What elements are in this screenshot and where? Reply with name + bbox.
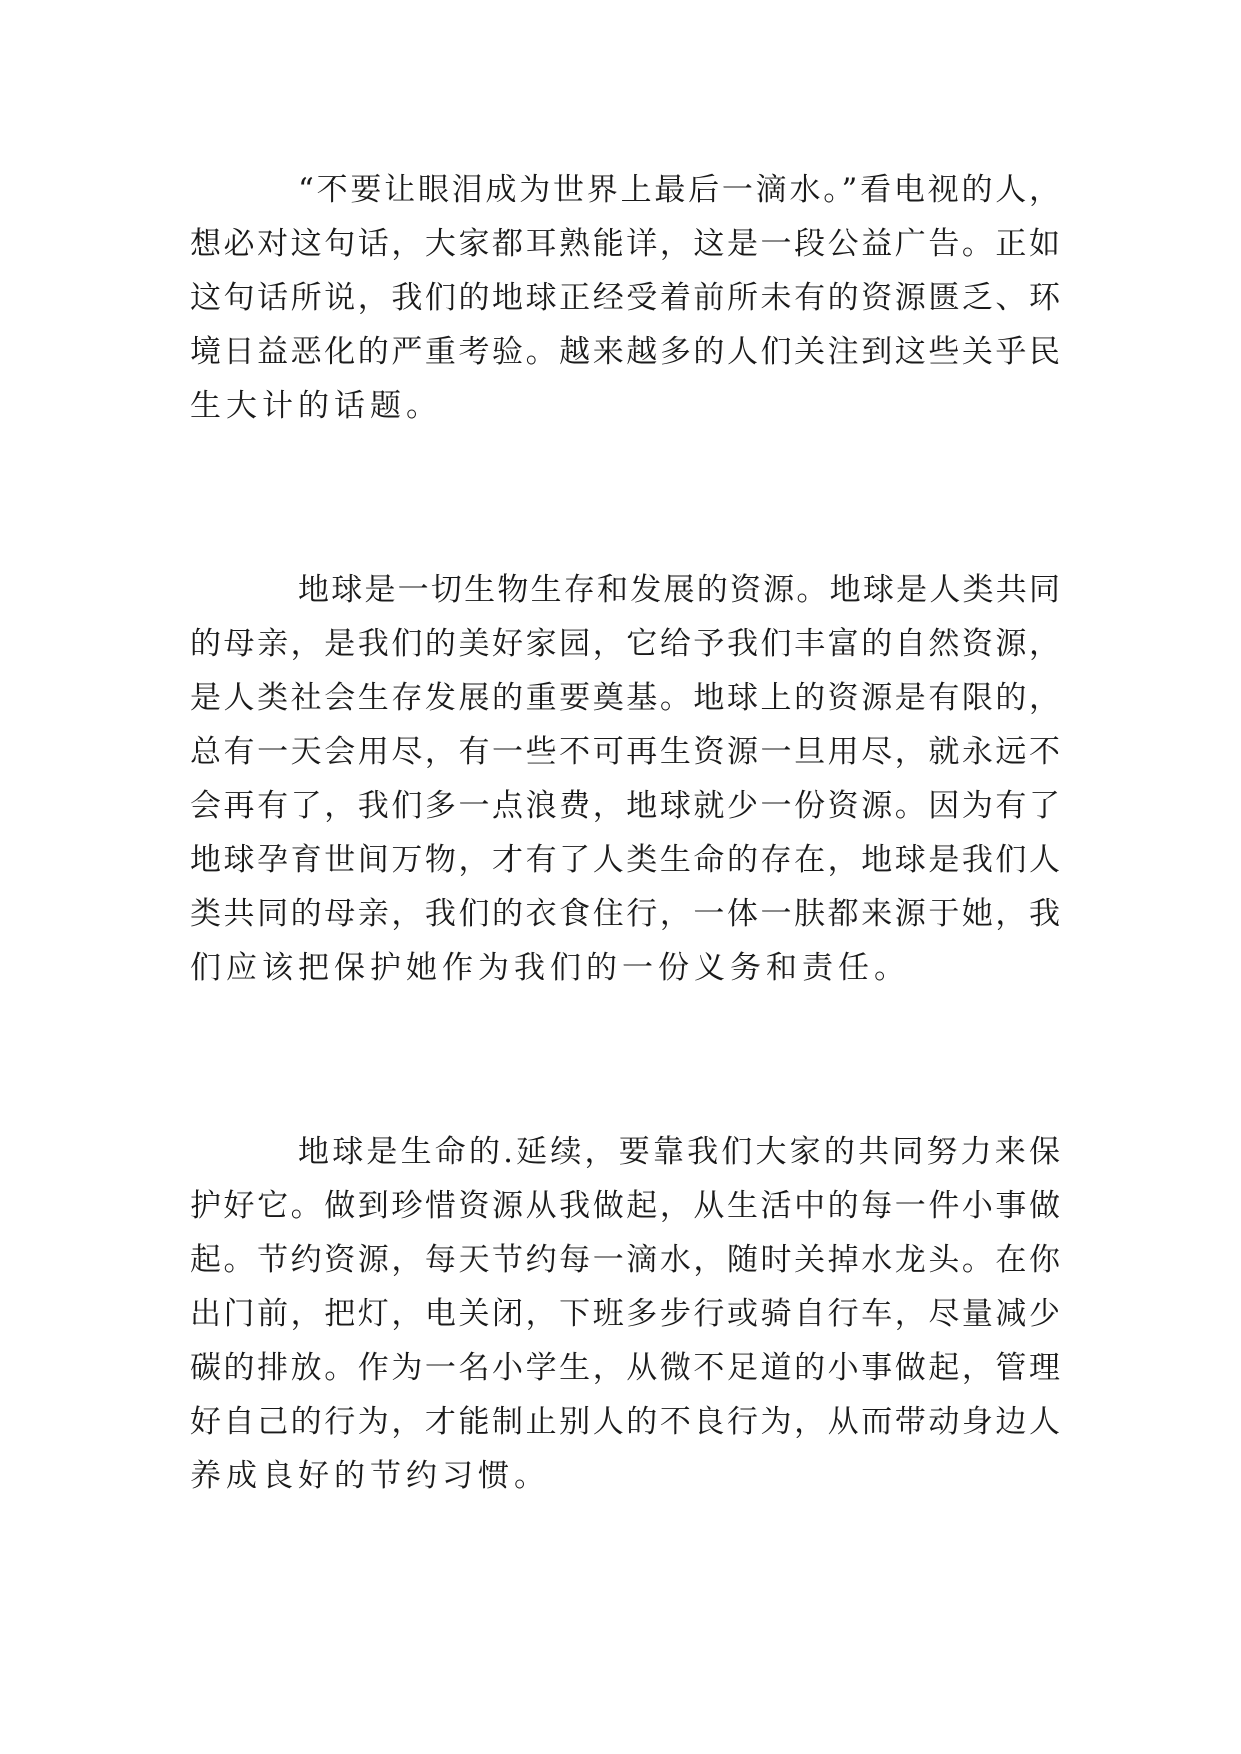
text-line: 类共同的母亲，我们的衣食住行，一体一肤都来源于她，我 [190,896,1060,932]
text-line: 想必对这句话，大家都耳熟能详，这是一段公益广告。正如 [190,226,1060,262]
text-line: 境日益恶化的严重考验。越来越多的人们关注到这些关乎民 [190,334,1060,370]
text-line: 的母亲，是我们的美好家园，它给予我们丰富的自然资源， [190,626,1060,662]
text-line: 碳的排放。作为一名小学生，从微不足道的小事做起，管理 [190,1350,1060,1386]
text-line: 养成良好的节约习惯。 [190,1458,550,1494]
text-line: 地球是一切生物生存和发展的资源。地球是人类共同 [298,572,1060,608]
text-line: 地球孕育世间万物，才有了人类生命的存在，地球是我们人 [190,842,1060,878]
text-line: 护好它。做到珍惜资源从我做起，从生活中的每一件小事做 [190,1188,1060,1224]
text-line: 们应该把保护她作为我们的一份义务和责任。 [190,950,910,986]
text-line: 好自己的行为，才能制止别人的不良行为，从而带动身边人 [190,1404,1060,1440]
text-line: 这句话所说，我们的地球正经受着前所未有的资源匮乏、环 [190,280,1060,316]
text-line: 地球是生命的.延续，要靠我们大家的共同努力来保 [298,1134,1060,1170]
text-line: 出门前，把灯，电关闭，下班多步行或骑自行车，尽量减少 [190,1296,1060,1332]
text-line: 生大计的话题。 [190,388,442,424]
text-line: 会再有了，我们多一点浪费，地球就少一份资源。因为有了 [190,788,1060,824]
text-line: 是人类社会生存发展的重要奠基。地球上的资源是有限的， [190,680,1060,716]
text-line: 总有一天会用尽，有一些不可再生资源一旦用尽，就永远不 [190,734,1060,770]
text-line: 起。节约资源，每天节约每一滴水，随时关掉水龙头。在你 [190,1242,1060,1278]
text-line: “不要让眼泪成为世界上最后一滴水。”看电视的人， [298,172,1060,208]
